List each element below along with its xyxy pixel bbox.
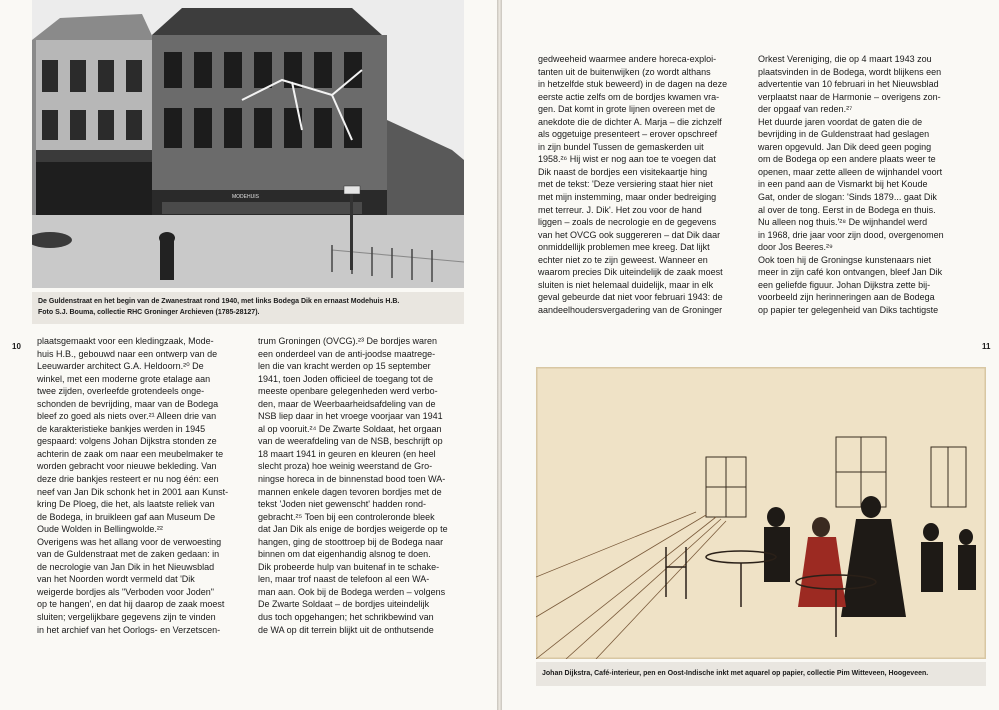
text-line: tekst 'Joden niet gewenscht' hadden rond- [258, 499, 427, 510]
text-line: den, maar de Weerbaarheidsafdeling van de [258, 398, 436, 409]
text-line: met de tekst: 'Deze versiering staat hier niet [538, 179, 713, 190]
text-line: de karakteristieke bankjes werden in 1945 [37, 423, 206, 434]
text-line: deze drie bankjes resteert er nu nog één: een [37, 474, 219, 485]
text-line: voorbeeld zijn herinneringen aan de Bodega [758, 292, 935, 303]
text-line: Orkest Vereniging, die op 4 maart 1943 zou [758, 54, 932, 64]
text-line: De Zwarte Soldaat – de bordjes uiteindelijk [258, 599, 430, 610]
text-line: Dik naast de bordjes een visitekaartje hing [538, 166, 708, 177]
text-line: Gat, onder de slogan: 'Sinds 1879... gaat Dik [758, 192, 937, 203]
text-line: mannen enkele dagen tevoren bordjes met de [258, 486, 442, 497]
text-line: eerste actie zelfs om de bordjes kwamen vra- [538, 91, 720, 102]
text-line: op te hangen', en dat hij daarop de zaak moest [37, 599, 225, 610]
text-line: plaatsvinden in de Bodega, wordt blijkens een [758, 66, 942, 77]
text-line: gespaard: volgens Johan Dijkstra stonden ze [37, 436, 217, 447]
text-line: der opgaaf van reden.²⁷ [758, 104, 853, 115]
text-line: sluiten; vergelijkbare gegevens zijn te vinden [37, 612, 216, 623]
text-line: NSB liep daar in het vroege voorjaar van 1941 [258, 411, 443, 422]
text-line: met terreur. J. Dik'. Het zou voor de hand [538, 204, 702, 215]
left-page-column-2 [258, 335, 470, 636]
text-line: bevrijding in de Guldenstraat had geslagen [758, 129, 930, 140]
text-line: Nu alleen nog thuis.'²⁸ De wijnhandel werd [758, 217, 928, 228]
text-line: waren opgevuld. Jan Dik deed geen poging [758, 141, 932, 152]
text-line: Ook toen hij de Groningse kunstenaars niet [758, 254, 932, 265]
text-line: 1941, toen Joden officieel de toegang tot de [258, 373, 433, 384]
text-line: kring De Ploeg, die het, als laatste reliek van [37, 499, 215, 510]
left-page [0, 0, 497, 710]
text-line: openen, maar zette alleen de wijnhandel voort [758, 166, 943, 177]
text-line: met mijn instemming, maar onder bedreiging [538, 192, 717, 203]
page-number-right: 11 [982, 342, 991, 351]
text-line: achterin de zaak om naar een meubelmaker te [37, 448, 224, 459]
text-line: Leeuwarder architect G.A. Heldoorn.²⁰ De [37, 361, 204, 372]
text-line: om de Bodega op een andere plaats weer te [758, 154, 936, 165]
text-line: in hetzelfde stuk beweerd) in de dagen na deze [538, 79, 728, 90]
drawing-caption [536, 662, 986, 686]
text-line: winkel, met een moderne grote etalage aan [37, 373, 211, 384]
text-line: in 1968, drie jaar voor zijn dood, overgenomen [758, 229, 944, 240]
text-line: al over de tong. Eerst in de Bodega en thuis. [758, 204, 936, 215]
text-line: twee zijden, overleefde grotendeels onge- [37, 386, 205, 397]
text-line: de WA op dit terrein blijkt uit de onthutsende [258, 624, 434, 635]
text-line: trum Groningen (OVCG).²³ De bordjes waren [258, 336, 438, 346]
text-line: meer in zijn café kon ontvangen, bleef Jan Dik [758, 267, 943, 278]
text-line: tanten uit de buitenwijken (zo wordt althans [538, 66, 711, 77]
text-line: binnen om dat eigenhandig alsnog te doen. [258, 549, 431, 560]
text-line: ningse horeca in de binnenstad bood toen WA- [258, 474, 446, 485]
left-page-column-1 [37, 335, 249, 636]
text-line: van het OVCG ook suggereren – dat Dik daar [538, 229, 721, 240]
text-line: len die van kracht werden op 15 september [258, 361, 431, 372]
text-line: verplaatst naar de Harmonie – overigens zon- [758, 91, 941, 102]
right-page-column-2 [758, 53, 970, 316]
street-photo-drawing [32, 0, 464, 288]
text-line: plaatsgemaakt voor een kledingzaak, Mode- [37, 336, 214, 346]
text-line: onmiddellijk problemen mee kreeg. Dat lijkt [538, 242, 710, 253]
text-line: schonden de bevrijding, maar van de Bodega [37, 398, 219, 409]
cafe-interior-sketch [536, 367, 986, 659]
text-line: geval gebeurde dat niet voor februari 1943: de [538, 292, 723, 303]
text-line: Het duurde jaren voordat de gaten die de [758, 116, 923, 127]
text-line: meeste openbare gelegenheden werd verbo- [258, 386, 438, 397]
text-line: in zijn bundel Tussen de gemaskerden uit [538, 141, 704, 152]
text-line: sluiten is niet helemaal duidelijk, maar in elk [538, 279, 714, 290]
text-line: waarom precies Dik uiteindelijk de zaak moest [538, 267, 723, 278]
text-line: gen. Dat komt in grote lijnen overeen met de [538, 104, 716, 115]
text-line: een geliefde figuur. Johan Dijkstra zette bij- [758, 279, 931, 290]
text-line: van het Noorden wordt vermeld dat 'Dik [37, 574, 195, 585]
drawing-caption-text: Johan Dijkstra, Café-interieur, pen en Oost-Indische inkt met aquarel op papier, collectie Pim Witteveen, Hoogeveen. [542, 670, 929, 677]
text-line: Dik probeerde hulp van buitenaf in te schake- [258, 561, 440, 572]
photo-caption-line-2: Foto S.J. Bouma, collectie RHC Groninger Archieven (1785-28127). [38, 309, 260, 316]
text-line: van de weerafdeling van de NSB, beschrijft op [258, 436, 443, 447]
text-line: len, maar trof naast de telefoon al een WA- [258, 574, 430, 585]
text-line: aandeelhoudersvergadering van de Groninger [538, 304, 723, 315]
text-line: in een pand aan de Vismarkt bij het Koude [758, 179, 928, 190]
text-line: gebracht.²⁵ Toen bij een controleronde bleek [258, 511, 435, 522]
text-line: bleef zo goed als niets over.²¹ Alleen drie van [37, 411, 217, 422]
text-line: advertentie van 10 februari in het Nieuwsblad [758, 79, 939, 90]
text-line: op papier ter gelegenheid van Diks tachtigste [758, 304, 939, 315]
cafe-interior-drawing [536, 367, 986, 659]
text-line: echter niet zo te zijn geweest. Wanneer en [538, 254, 708, 265]
text-line: Overigens was het allang voor de verwoesting [37, 536, 222, 547]
text-line: een onderdeel van de anti-joodse maatrege- [258, 348, 436, 359]
text-line: als oggetuige presenteert – erover opschreef [538, 129, 718, 140]
text-line: dus toch opgehangen; het schrikbewind van [258, 612, 434, 623]
photo-caption [32, 292, 464, 324]
text-line: huis H.B., gebouwd naar een ontwerp van de [37, 348, 218, 359]
page-number-left: 10 [12, 342, 21, 351]
text-line: neef van Jan Dik schonk het in 2001 aan Kunst- [37, 486, 229, 497]
text-line: van de Guldenstraat met de zaken gedaan: in [37, 549, 220, 560]
text-line: worden gebracht voor nieuwe bekleding. Van [37, 461, 217, 472]
photo-caption-line-1: De Guldenstraat en het begin van de Zwanestraat rond 1940, met links Bodega Dik en ernaast Modehuis H.B. [38, 298, 400, 305]
text-line: al op vooruit.²⁴ De Zwarte Soldaat, het orgaan [258, 423, 442, 434]
text-line: man aan. Ook bij de Bodega werden – volgens [258, 586, 446, 597]
text-line: gedweeheid waarmee andere horeca-exploi- [538, 54, 717, 64]
street-photo [32, 0, 464, 288]
text-line: in het archief van het Oorlogs- en Verzetscen- [37, 624, 221, 635]
text-line: hangen, ging de stoottroep bij de Bodega naar [258, 536, 444, 547]
text-line: Oude Wolden in Bellingwolde.²² [37, 524, 163, 535]
right-page-column-1 [538, 53, 750, 316]
text-line: de necrologie van Jan Dik in het Nieuwsblad [37, 561, 215, 572]
text-line: 18 maart 1941 in geuren en kleuren (en heel [258, 448, 436, 459]
text-line: slecht proza) hoe weinig weerstand de Gro- [258, 461, 433, 472]
text-line: weigerde bordjes als "Verboden voor Joden" [37, 586, 215, 597]
text-line: 1958.²⁶ Hij wist er nog aan toe te voegen dat [538, 154, 716, 165]
text-line: anekdote die de dichter A. Marja – die zichzelf [538, 116, 722, 127]
text-line: dat Jan Dik als enige de bordjes weigerde op te [258, 524, 448, 535]
text-line: liggen – zoals de necrologie en de gegevens [538, 217, 717, 228]
text-line: door Jos Beeres.²⁹ [758, 242, 833, 253]
right-page [502, 0, 999, 710]
text-line: de Bodega, in bruikleen gaf aan Museum De [37, 511, 216, 522]
shop-sign: MODEHUIS [232, 194, 259, 200]
